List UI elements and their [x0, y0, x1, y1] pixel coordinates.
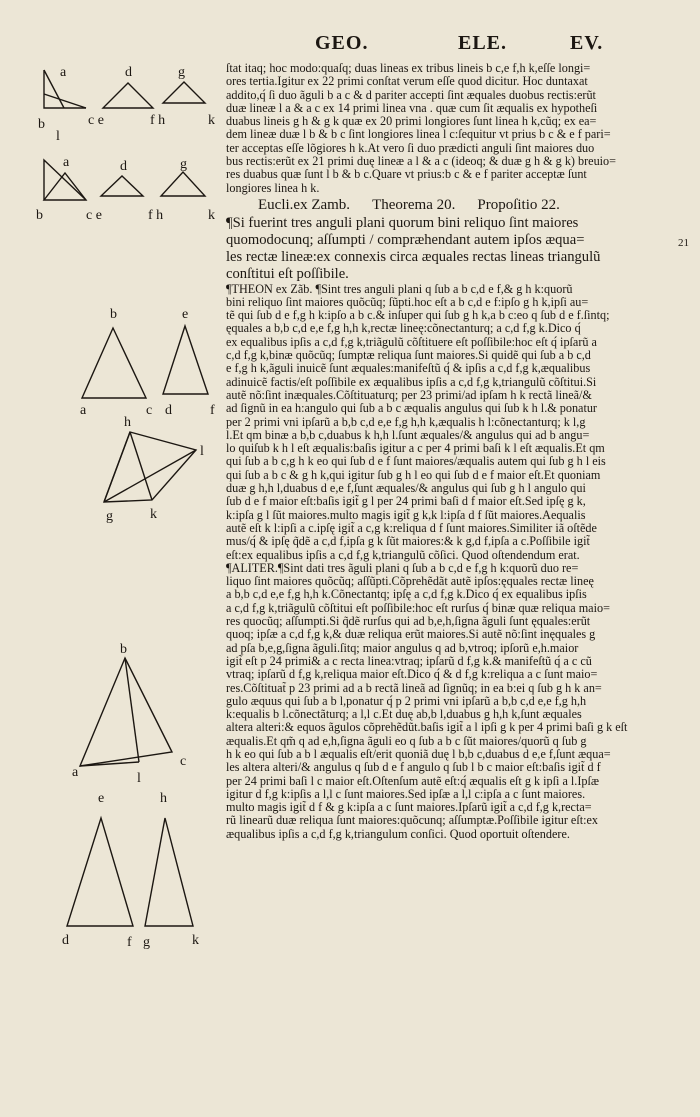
fig2-label: f h: [148, 208, 164, 223]
text-line: l.Et qm binæ a b,b c,duabus k h,h l.ſunt æquales/& angulus qui ad b angu=: [226, 428, 590, 442]
text-line: res duabus quæ ſunt l b & b c.Quare vt prius:b c & e f pariter acceptæ ſunt: [226, 168, 587, 182]
intro-paragraph: [226, 62, 678, 195]
text-line: altera alteri:& equos ãgulos cõprehẽdũt.baſis igit̃ a l ipſi g k per 4 primi baſi g k eſt: [226, 721, 628, 735]
text-line: ad ſignũ in ea h:angulo qui ſub a b c æqualis angulus qui ſub k h l.& ponatur: [226, 402, 597, 416]
fig3-label: b: [110, 307, 117, 322]
fig1-label: g: [178, 65, 185, 80]
text-line: vtraq; ipſarũ d f,g k,reliqua maior eſt.Dico q́ & d f,g k:reliqua a c ſunt maio=: [226, 668, 598, 682]
text-line: autẽ nõ:ſint inæquales.Cõſtituaturq; per 23 primi/ad ipſam h k rectã lineã/&: [226, 388, 592, 402]
fig2-label: g: [180, 157, 187, 172]
text-line: per 24 primi baſi l c maior eſt.Oſtenſum autẽ eſt:q́ æqualis eſt g k ipſi a l.Ipſæ: [226, 774, 599, 788]
text-line: dem lineæ duæ l b & b c ſint longiores linea l c:ſequitur vt prius b c & e f pari=: [226, 128, 611, 142]
fig3-label: e: [182, 307, 189, 322]
text-line: igitur d f,g k:ipſis a l,l c ſunt maiores.Sed ipſæ a l,l c:ipſa a c ſunt maiores.: [226, 787, 586, 801]
fig3-label: a: [80, 403, 87, 418]
text-line: res quocũq; aſſumpti.Si q̃dẽ rurſus qui ad b,e,h,ſigna ãguli ſunt ęquales:erũt: [226, 615, 591, 629]
aliter-proof: [226, 562, 678, 841]
header-center: ELE.: [458, 32, 508, 54]
text-line: res.Cõſtituat̃ p 23 primi ad a b rectã lineã ad ſignũq; in ea b:ei q ſub g h k an=: [226, 681, 602, 695]
text-line: æqualis.Et qm̃ q ad e,h,ſigna ãguli eo q ſub a b c ſũt maiores/quorũ q ſub g: [226, 734, 587, 748]
text-line: bini reliquo ſint maiores quõcũq; ſũpti.hoc eſt a b c,d e f:ipſo g h k,ipſi au=: [226, 295, 589, 309]
text-line: autẽ eſt k l:ipſi a c.ipſę igit̃ a c,g k:reliqua d f ſunt maiores.Similiter iã oſtẽde: [226, 521, 597, 535]
fig5-label: a: [72, 765, 79, 780]
text-line: liquo ſint maiores quõcũq; aſſũpti.Cõprehẽdãt autẽ ipſos:ęquales rectæ lineę: [226, 575, 594, 589]
fig1-label: k: [208, 113, 215, 128]
proposition-statement: [226, 215, 678, 282]
figure-5-triangles: [80, 658, 172, 766]
fig2-label: k: [208, 208, 215, 223]
text-line: per 2 primi vni ipſarũ a b,b c,d e,e f,g h,h k,æqualis h l:cõnectanturq; k l,g: [226, 415, 586, 429]
text-line: e f,g h k,ãguli inuicẽ ſunt æquales:manifeſtũ q́ & ipſis a c,d f,g k,æqualibus: [226, 362, 591, 376]
header-right: EV.: [570, 32, 604, 54]
text-line: quoq; ipſæ a c,d f,g k,& duæ reliqua erũt maiores.Si autẽ nõ:ſint inęquales g: [226, 628, 596, 642]
text-line: k:equalis b l.cõnectãturq; a l,l c.Et duę ab,b l,duabus g h,h k,ſunt æquales: [226, 708, 582, 722]
header-left: GEO.: [315, 32, 369, 54]
proposition-number: Propoſitio 22.: [477, 196, 560, 213]
text-line: h k eo qui ſub a b l æqualis eſt/erit quoniã duę l b,b c,duabus d e,e f,ſunt æqua=: [226, 747, 611, 761]
text-line: longiores linea h k.: [226, 181, 320, 195]
fig4-label: g: [106, 509, 113, 524]
fig1-label: l: [56, 129, 60, 144]
text-line: tẽ qui ſub d e f,g h k:ipſo a b c.& inſuper qui ſub g h k,a b c:eo q ſub d e f.ſintq;: [226, 309, 610, 323]
fig4-label: l: [200, 444, 204, 459]
text-line: igit̃ eſt p 24 primi& a c recta linea:vtraq; ipſarũ d f,g k.& manifeſtũ q́ a c cũ: [226, 654, 592, 668]
fig5-label: l: [137, 771, 141, 786]
fig6-label: g: [143, 935, 150, 950]
fig6-label: k: [192, 933, 199, 948]
text-line: rũ linearũ duæ reliqua ſunt maiores:quõcunq; aſſumptæ.Poſſibile igitur eſt:ex: [226, 814, 598, 828]
text-line: ſub d e f maior eſt:baſis igit̃ g l per 24 primi baſi d f maior eſt.Sed ipſę g k,: [226, 495, 586, 509]
text-line: lo quiſub k h l eſt æqualis:baſis igitur a c per 4 primi baſi k l eſt æqualis.Et qm: [226, 442, 605, 456]
fig6-label: h: [160, 791, 167, 806]
text-line: æqualibus ipſis a c,d f,g k,triangulum conſici. Quod oportuit oſtendere.: [226, 827, 570, 841]
fig5-label: c: [180, 754, 187, 769]
margin-number: 21: [678, 237, 689, 249]
main-text-column: [226, 62, 678, 841]
fig4-label: k: [150, 507, 157, 522]
text-line: duæ g h,h l,duabus d e,e f,ſunt æquales/& angulus qui ſub g h l angulo qui: [226, 482, 586, 496]
text-line: quomodocunq; aſſumpti / compræhendant autem ipſos æqua=: [226, 231, 585, 248]
text-line: mus/q́ & ipſę q̃dẽ a c,d f,ipſa g k ſũt maiores:& k g,d f,ipſa a c.Poſſibile igit̃: [226, 535, 590, 549]
theon-proof: [226, 283, 678, 562]
text-line: ¶Si fuerint tres anguli plani quorum bini reliquo ſint maiores: [226, 214, 579, 231]
fig1-label: d: [125, 65, 132, 80]
text-line: ſtat itaq; hoc modo:quaſq; duas lineas ex tribus lineis b c,e f,h k,eſſe longi=: [226, 62, 591, 75]
text-line: a c,d f,g k,triãgulũ cõſtitui eſt poſſibile:hoc eſt rurſus q́ binæ quæ reliqua maio=: [226, 601, 610, 615]
fig2-label: c e: [86, 208, 102, 223]
text-line: conſtitui eſt poſſibile.: [226, 265, 349, 282]
fig6-label: d: [62, 933, 69, 948]
figure-6-triangles: [67, 818, 193, 926]
text-line: adinuicẽ factis/eſt poſſibile ex æqualibus ipſis a c,d f,g k,triangulũ cõſtitui.Si: [226, 375, 597, 389]
text-line: qui ſub a b c & g h k,qui igitur ſub g h l eo qui ſub d e f maior eſt.Et quoniam: [226, 468, 601, 482]
fig1-label: c e: [88, 113, 104, 128]
fig5-label: b: [120, 642, 127, 657]
theorem-number: Theorema 20.: [372, 196, 456, 213]
fig2-label: b: [36, 208, 43, 223]
text-line: les rectæ lineæ:ex connexis circa æquales rectas lineas triangulũ: [226, 248, 601, 265]
fig4-label: h: [124, 415, 131, 430]
text-line: ¶ALITER.¶Sint dati tres ãguli plani q ſub a b c,d e f,g h k:quorũ duo re=: [226, 561, 579, 575]
text-line: gulo æquus qui ſub a b l,ponatur q́ p 2 primi vni ipſarũ a b,b c,d e,e f,g h,h: [226, 694, 587, 708]
fig2-label: a: [63, 155, 70, 170]
fig1-label: f h: [150, 113, 166, 128]
text-line: ad pſa b,e,g,ſigna ãguli.ſitq; maior angulus q ad b,vtroq; ipſorũ e,h.maior: [226, 641, 579, 655]
fig2-label: d: [120, 159, 127, 174]
fig6-label: f: [127, 935, 132, 950]
text-line: eſt:ex equalibus ipſis a c,d f,g k,triangulũ cõſici. Quod oſtendendum erat.: [226, 548, 580, 562]
text-line: qui ſub a b c,g h k eo qui ſub d e f ſunt maiores/æqualis autem qui ſub g h l eis: [226, 455, 606, 469]
text-line: ores tertia.Igitur ex 22 primi conſtat verum eſſe quod dicitur. Hoc duntaxat: [226, 75, 588, 89]
text-line: k:ipſa g l ſũt maiores.multo magis igit̃ g k,k l:ipſa d f ſũt maiores.Aequalis: [226, 508, 586, 522]
text-line: ęquales a b,b c,d e,e f,g h,h k,rectæ lineę:cõnectanturq; a c,d f,g k.Dico q́: [226, 322, 581, 336]
text-line: ¶THEON ex Zãb. ¶Sint tres anguli plani q ſub a b c,d e f,& g h k:quorũ: [226, 282, 573, 296]
text-line: les altera alteri/& angulus q ſub d e f angulo q ſub l b c maior eſt:baſis igit̃ d f: [226, 761, 601, 775]
text-line: duæ lineæ l a & a c ex 14 primi linea vna . quæ cum ſit æqualis ex hypotheſi: [226, 101, 598, 115]
text-line: c,d f,g k,binæ quõcũq; ſumptæ reliqua ſunt maiores.Si quidẽ qui ſub a b c,d: [226, 349, 591, 363]
text-line: ex equalibus ipſis a c,d f,g k,triãgulũ cõſtituere eſt poſſibile:hoc eſt q́ ipſarũ a: [226, 335, 597, 349]
text-line: multo magis igit̃ d f & g k:ipſa a c ſunt maiores.Ipſarũ igit̃ a c,d f,g k,recta=: [226, 801, 592, 815]
text-line: bus rectis:erũt ex 21 primi duę lineæ a l & a c (ideoq; & duæ g h & g k) breuio=: [226, 155, 617, 169]
theorem-source: Eucli.ex Zamb.: [258, 196, 351, 213]
fig1-label: b: [38, 117, 45, 132]
figure-4-quadrilateral: [104, 432, 196, 502]
text-line: duabus lineis g h & g k quæ ex 20 primi longiores ſunt linea h k,cũq; ex ea=: [226, 115, 597, 129]
text-line: ter acceptas eſſe lõgiores h k.At vero ſi duo prædicti anguli ſint maiores duo: [226, 141, 595, 155]
fig3-label: c: [146, 403, 153, 418]
theorem-heading: [226, 197, 678, 214]
text-line: a b,b c,d e,e f,g h,h k.Cõnectantq; ipſę a c,d f,g k.Dico q́ ex equalibus ipſis: [226, 588, 587, 602]
fig1-label: a: [60, 65, 67, 80]
fig6-label: e: [98, 791, 105, 806]
text-line: addito,q́ ſi duo ãguli b a c & d pariter accepti ſint æquales duobus rectis:erũt: [226, 88, 596, 102]
fig3-label: d: [165, 403, 172, 418]
figure-3-triangles: [82, 326, 208, 398]
fig3-label: f: [210, 403, 215, 418]
